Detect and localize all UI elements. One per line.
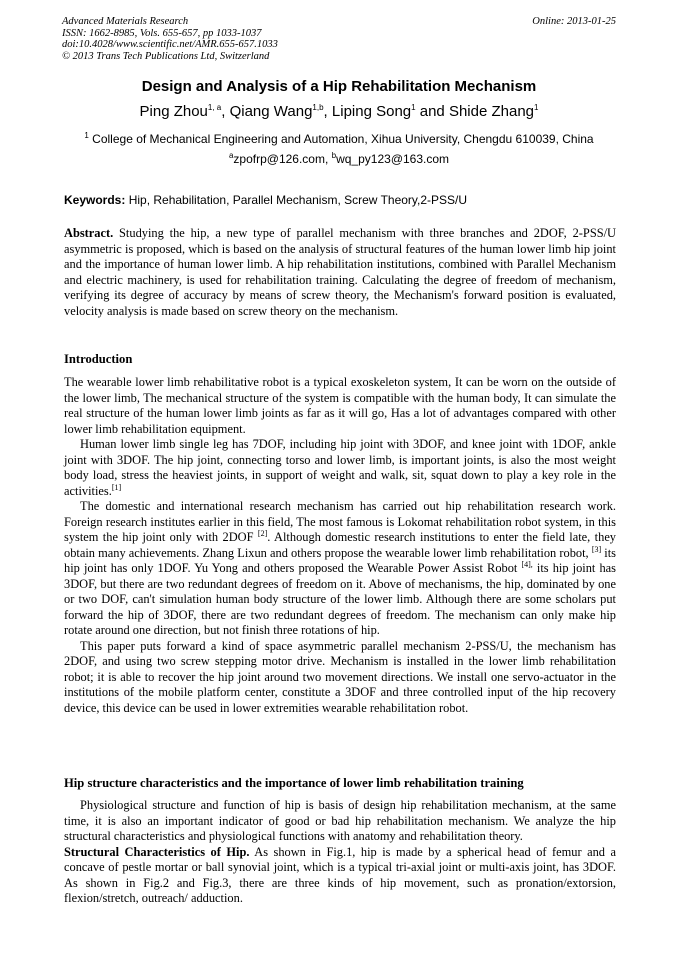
introduction-body <box>64 375 616 716</box>
citation-ref: [2] <box>257 528 268 538</box>
journal-name: Advanced Materials Research <box>62 16 189 27</box>
hip-paragraph-2 <box>64 845 616 907</box>
intro-p3-text: its hip joint has only 1DOF. Yu Yong and others proposed the Wearable Power Assist Robot <box>64 545 616 575</box>
author-affil-mark: 1 <box>411 103 416 112</box>
intro-p2-text: Human lower limb single leg has 7DOF, including hip joint with 3DOF, and knee joint with 1DOF, ankle joint with 3DOF. The hip joint, connecting torso and lower limb, is important joints, is also the most weight body load, stress the heaviest joints, in support of weight and walk, sit, squat down to play a key role in the activities. <box>64 437 616 498</box>
copyright-line: © 2013 Trans Tech Publications Ltd, Switzerland <box>62 50 270 62</box>
keywords-label: Keywords: <box>64 193 126 207</box>
affiliation <box>0 132 678 146</box>
section-heading-introduction: Introduction <box>64 352 133 366</box>
hip-paragraph-1: Physiological structure and function of hip is basis of design hip rehabilitation mechanism, at the same time, it is also an important indicator of good or bad hip rehabilitation mechanism. We analyze the hip structural characteristics and physiological functions with anatomy and rehabilitation theory. <box>64 798 616 843</box>
subsection-label: Structural Characteristics of Hip. <box>64 844 250 859</box>
intro-paragraph-1: The wearable lower limb rehabilitative robot is a typical exoskeleton system, It can be worn on the outside of the lower limb, The mechanical structure of the system is compatible with the human body, It can simulate the real structure of the human lower limb joints as far as it will go, Has a lot of advantages compared with other lower limb rehabilitation equipment. <box>64 375 616 436</box>
email-address[interactable]: wq_py123@163.com <box>336 152 450 166</box>
keywords <box>64 193 616 207</box>
section-heading-hip: Hip structure characteristics and the importance of lower limb rehabilitation training <box>64 776 524 790</box>
hip-section-body <box>64 798 616 907</box>
author-name: Shide Zhang <box>448 103 535 120</box>
keywords-text: Hip, Rehabilitation, Parallel Mechanism, Screw Theory,2-PSS/U <box>125 193 468 207</box>
hip-p2-text: As shown in Fig.1, hip is made by a spherical head of femur and a concave of pestle mortar or ball synovial joint, which is a typical tri-axial joint or multi-axis joint, has 3DOF. As shown in Fig.2 and Fig.3, there are three kinds of hip movement, such as pronation/extorsion, flexion/stretch, outreach/ adduction. <box>64 844 616 905</box>
affiliation-mark: 1 <box>84 131 89 140</box>
author-name: Qiang Wang <box>229 103 313 120</box>
citation-ref: [4], <box>521 559 533 569</box>
email-address[interactable]: zpofrp@126.com <box>233 152 325 166</box>
email-separator: , <box>324 152 332 166</box>
email-mark: b <box>331 151 337 160</box>
intro-p3-text: The domestic and international research mechanism has carried out hip rehabilitation research work. Foreign research institutes earlier in this field, The most famous is Lokomat rehabilitation robot system, in this system the hip joint only with 2DOF <box>64 499 616 544</box>
intro-paragraph-4: This paper puts forward a kind of space asymmetric parallel mechanism 2-PSS/U, the mechanism has 2DOF, and using two screw stepping motor drive. Mechanism is installed in the lower limb rehabilitation robot; it is able to recover the hip joint around two movement directions. We install one servo-actuator in the institutions of the mobile platform center, constitute a 3DOF and three controlled input of the hip recovery device, this device can be used in lower extremities wearable rehabilitation robot. <box>64 638 616 715</box>
abstract-text: Studying the hip, a new type of parallel mechanism with three branches and 2DOF, 2-PSS/U asymmetric is proposed, which is based on the analysis of structural features of the human lower limb hip joint and the importance of human lower limb. A hip rehabilitation institutions, combined with Parallel Mechanism and electric machinery, is used for rehabilitation training. Calculating the degree of freedom of mechanism, verifying its degree of accuracy by means of screw theory, the Mechanism's forward position is evaluated, velocity analysis is made based on screw theory on the mechanism. <box>64 226 616 318</box>
author-affil-mark: 1, a <box>207 103 222 112</box>
paper-title: Design and Analysis of a Hip Rehabilitation Mechanism <box>141 78 537 95</box>
affiliation-text: College of Mechanical Engineering and Automation, Xihua University, Chengdu 610039, China <box>92 132 594 146</box>
online-date: Online: 2013-01-25 <box>532 16 616 27</box>
journal-header <box>62 16 616 62</box>
author-affil-mark: 1 <box>534 103 539 112</box>
abstract-label: Abstract. <box>64 226 114 240</box>
author-list <box>0 103 678 120</box>
author-separator: , <box>323 103 332 120</box>
abstract <box>64 226 616 319</box>
author-affil-mark: 1,b <box>312 103 324 112</box>
author-separator: and <box>415 103 449 120</box>
intro-p3-text: its hip joint has 3DOF, but there are two redundant degrees of freedom on it. Above of mechanisms, the hip, dominated by one or two DOF, can't simulation human body structure of the lower limb. Although there are some scholars put forward the hip of 3DOF, there are two redundant degrees of freedom. The mechanism can only make hip rotate around one direction, but not finish three rotations of hip. <box>64 561 616 637</box>
author-separator: , <box>221 103 230 120</box>
email-mark: a <box>228 151 234 160</box>
doi-line: doi:10.4028/www.scientific.net/AMR.655-657.1033 <box>62 39 278 50</box>
author-name: Liping Song <box>331 103 412 120</box>
intro-paragraph-3 <box>64 499 616 639</box>
intro-p3-text: . Although domestic research institutions to enter the field late, they obtain many achievements. Zhang Lixun and others propose the wearable lower limb rehabilitation robot, <box>64 530 617 560</box>
citation-ref: [1] <box>111 482 122 492</box>
email-line <box>0 152 678 166</box>
issn-line: ISSN: 1662-8985, Vols. 655-657, pp 1033-1037 <box>62 27 262 39</box>
citation-ref: [3] <box>591 544 602 554</box>
author-name: Ping Zhou <box>139 103 208 120</box>
intro-paragraph-2 <box>64 437 616 499</box>
